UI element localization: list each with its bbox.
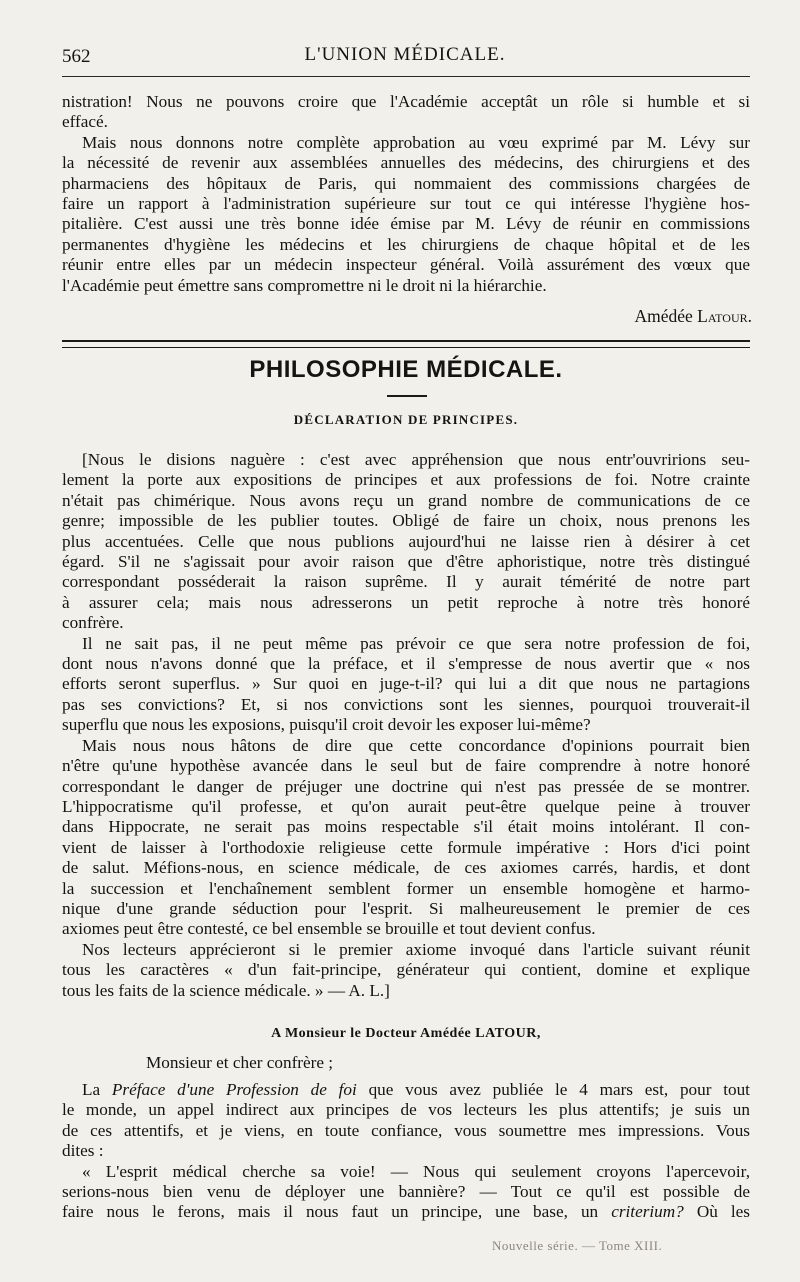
text-line: Nos lecteurs apprécieront si le premier axiome invoqué dans l'article suivant réunit <box>82 939 750 959</box>
text-line: tous les faits de la science médicale. » — A. L.] <box>62 980 390 1000</box>
text-line <box>62 1202 750 1222</box>
text-line: axiomes peut être contesté, ce bel ensemble se brouille et tout devient confus. <box>62 919 596 939</box>
running-title: L'UNION MÉDICALE. <box>304 44 506 65</box>
text-line: vient de laisser à l'orthodoxie religieuse cette formule impérative : Hors d'ici point <box>62 837 750 857</box>
header-rule <box>62 76 750 77</box>
text-line: la succession et l'enchaînement semblent former un ensemble homogène et harmo- <box>62 878 750 898</box>
text-line: de ces attentifs, et je viens, en toute confiance, vous soumettre mes impressions. Vous <box>62 1120 750 1140</box>
italic-title: Préface d'une Profession de foi <box>111 1080 357 1099</box>
intro-text <box>62 92 750 296</box>
text-line: L'hippocratisme qu'il professe, et qu'on aurait peut-être quelque peine à trouver <box>62 796 750 816</box>
page-footer: Nouvelle série. — Tome XIII. <box>492 1238 663 1253</box>
text-line: pharmaciens des hôpitaux de Paris, qui nommaient des commissions chargées de <box>62 173 750 193</box>
page-number: 562 <box>62 46 91 67</box>
section-divider <box>62 340 750 348</box>
page-header <box>60 42 750 72</box>
text-line: plus accentuées. Celle que nous publions aujourd'hui ne laisse rien à désirer à cet <box>62 531 750 551</box>
text-line: superflu que nous les exposions, puisqu'il croit devoir les exposer lui-même? <box>62 715 591 735</box>
text-line: l'Académie peut émettre sans compromettre ni le droit ni la hiérarchie. <box>62 275 547 295</box>
text-line: [Nous le disions naguère : c'est avec appréhension que nous entr'ouvririons seu- <box>82 450 750 469</box>
letter-heading: A Monsieur le Docteur Amédée LATOUR, <box>271 1026 541 1041</box>
text-line: réunir entre elles par un médecin inspecteur général. Voilà assurément des vœux que <box>62 255 750 275</box>
text-line: dont nous n'avons donné que la préface, et il s'empresse de nous avertir que « nos <box>62 654 750 674</box>
text-line: de salut. Méfions-nous, en science médicale, de ces axiomes carrés, hardis, et dont <box>62 858 750 878</box>
text-line: tous les caractères « d'un fait-principe, générateur qui contient, domine et explique <box>62 960 750 980</box>
text-line: égard. S'il ne s'agissait pour avoir raison que d'être aphoristique, notre très distingué <box>62 552 750 572</box>
text-line: effacé. <box>62 112 108 132</box>
text-line: Mais nous nous hâtons de dire que cette concordance d'opinions pourrait bien <box>82 735 750 755</box>
title-underline <box>387 395 427 397</box>
text-line: serions-nous bien venu de déployer une bannière? — Tout ce qu'il est possible de <box>62 1182 750 1202</box>
text-line: dites : <box>62 1141 104 1161</box>
text-line: nistration! Nous ne pouvons croire que l'Académie acceptât un rôle si humble et si <box>62 92 750 111</box>
text-line: à assurer cela; mais nous adresserons un petit reproche à notre très honoré <box>62 592 750 612</box>
text-line: genre; impossible de les publier toutes. Obligé de faire un choix, nous prenons les <box>62 511 750 531</box>
text-line: Il ne sait pas, il ne peut même pas prévoir ce que sera notre profession de foi, <box>82 633 750 653</box>
text-line: correspondant posséderait la raison suprême. Il y aurait témérité de notre part <box>62 572 750 592</box>
text-fragment: La <box>82 1080 112 1099</box>
text-line: dans Hippocrate, ne serait pas moins respectable s'il était moins intolérant. Il con- <box>62 817 750 837</box>
section-subtitle: DÉCLARATION DE PRINCIPES. <box>293 412 519 427</box>
text-line: Mais nous donnons notre complète approbation au vœu exprimé par M. Lévy sur <box>82 132 750 152</box>
letter-salutation: Monsieur et cher confrère ; <box>146 1053 334 1072</box>
signature-last-name: Latour. <box>697 306 752 326</box>
text-line: n'être qu'une hypothèse avancée dans le seul but de faire comprendre à notre honoré <box>62 756 750 776</box>
signature-first-name: Amédée <box>634 306 693 326</box>
text-fragment: Où les <box>683 1202 750 1222</box>
text-line: n'était pas chimérique. Nous avons reçu un grand nombre de communications de ce <box>62 490 750 510</box>
text-line: lement la porte aux expositions de principes et aux professions de foi. Notre crainte <box>62 470 750 490</box>
text-line: « L'esprit médical cherche sa voie! — Nous qui seulement croyons l'apercevoir, <box>82 1161 750 1181</box>
text-line: correspondant le danger de préjuger une doctrine qui n'est pas pressée de se montrer. <box>62 776 750 796</box>
text-line: nique d'une grande séduction pour l'esprit. Si malheureusement le premier de ces <box>62 898 750 918</box>
text-line: pas ses convictions? Et, si nos convictions sont les siennes, pourquoi trouverait-il <box>62 694 750 714</box>
text-line: la nécessité de revenir aux assemblées annuelles des médecins, des chirurgiens et des <box>62 153 750 173</box>
letter-body <box>62 1080 750 1223</box>
text-fragment: que vous avez publiée le 4 mars est, pour tout <box>356 1080 750 1099</box>
text-line: le monde, un appel indirect aux principes de vos lecteurs les plus attentifs; je suis un <box>62 1100 750 1120</box>
text-line: permanentes d'hygiène les médecins et les chirurgiens de chaque hôpital et de les <box>62 234 750 254</box>
author-signature <box>634 306 752 326</box>
text-fragment: faire nous le ferons, mais il nous faut un principe, une base, un <box>62 1202 612 1222</box>
text-line <box>62 1080 750 1100</box>
italic-term: criterium? <box>611 1202 684 1222</box>
editorial-note <box>62 450 750 1001</box>
text-line: faire un rapport à l'administration supérieure sur tout ce qui intéresse l'hygiène hos- <box>62 194 750 214</box>
section-title: PHILOSOPHIE MÉDICALE. <box>249 356 563 383</box>
text-line: efforts seront superflus. » Sur quoi en juge-t-il? qui lui a dit que nous ne partagions <box>62 674 750 694</box>
text-line: confrère. <box>62 613 124 633</box>
book-page <box>52 0 752 1282</box>
text-line: pitalière. C'est aussi une très bonne idée émise par M. Lévy de réunir en commissions <box>62 214 750 234</box>
